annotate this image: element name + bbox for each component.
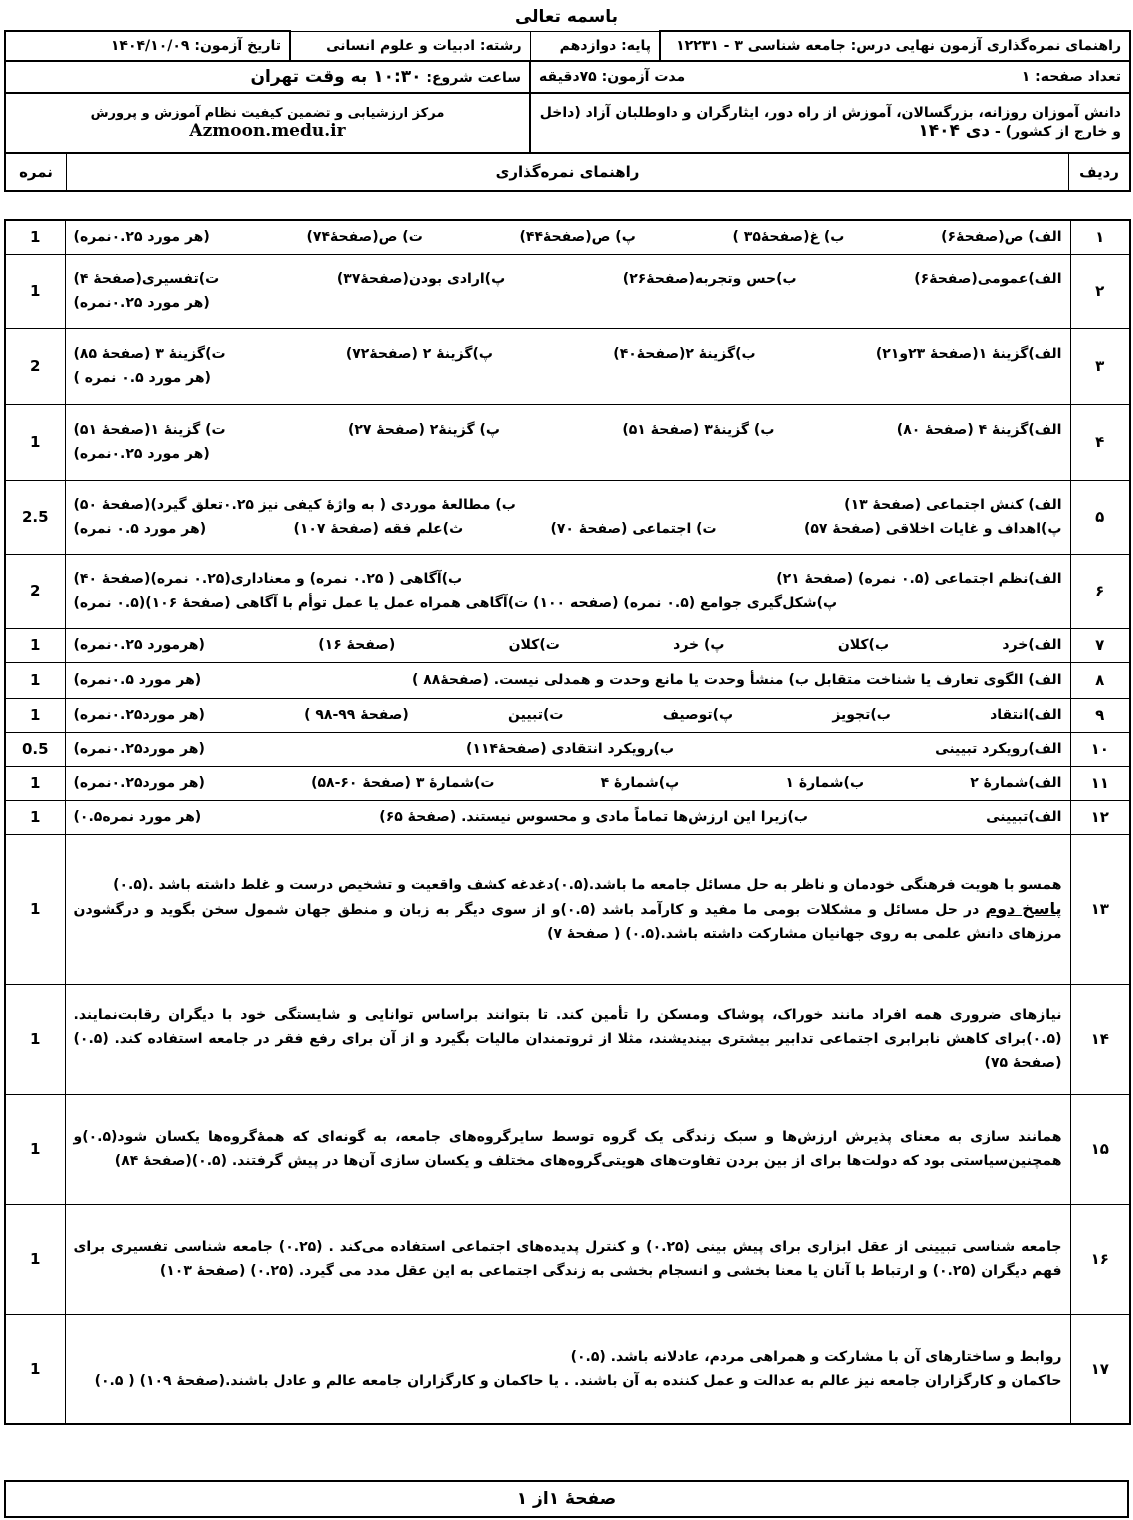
answer-segment: پ)اهداف و غایات اخلاقی (صفحهٔ ۵۷) [803, 521, 1062, 537]
answer-segment: الف) کنش اجتماعی (صفحهٔ ۱۳) [844, 497, 1062, 513]
answer-line [74, 703, 1062, 727]
answer-row [5, 220, 1130, 254]
row-score: 1 [5, 662, 65, 698]
answer-paragraph [74, 897, 1062, 946]
answer-line [74, 366, 1062, 390]
answer-segment: الف)خرد [1002, 637, 1062, 653]
answer-cell [65, 732, 1070, 766]
row-score: 2 [5, 328, 65, 404]
answer-segment: ب)آگاهی ( ۰.۲۵ نمره) و معناداری(۰.۲۵ نمره)(صفحهٔ ۴۰) [73, 571, 463, 587]
answer-row [5, 1314, 1130, 1424]
exam-month: دی ۱۴۰۴ [918, 121, 991, 141]
answer-segment: الف)انتقاد [990, 707, 1062, 723]
row-number: ۱۵ [1070, 1094, 1130, 1204]
col-row-header: ردیف [1068, 154, 1129, 190]
answer-cell [65, 984, 1070, 1094]
answer-key-table [4, 219, 1131, 1425]
page-footer: صفحهٔ ۱از ۱ [4, 1480, 1129, 1518]
answer-row [5, 1204, 1130, 1314]
answer-line [74, 668, 1062, 692]
answer-cell [65, 1204, 1070, 1314]
answer-segment: پ)گزینهٔ ۲ (صفحهٔ۷۲) [345, 346, 493, 362]
row-number: ۱۴ [1070, 984, 1130, 1094]
answer-segment: (هر مورد۰.۲۵نمره) [73, 707, 205, 723]
answer-segment: (هرمورد ۰.۲۵نمره) [73, 637, 205, 653]
students-scope: دانش آموزان روزانه، بزرگسالان، آموزش از راه دور، ایثارگران و داوطلبان آزاد (داخل و خارج از کشور) - [539, 105, 1121, 140]
answer-line [74, 737, 1062, 761]
answer-segment: ت) ص(صفحهٔ۷۴) [306, 229, 423, 246]
answer-segment: ب)زیرا این ارزش‌ها تماماً مادی و محسوس نیستند. (صفحهٔ ۶۵) [379, 809, 808, 825]
row-score: 2.5 [5, 480, 65, 554]
answer-segment: (هر مورد ۰.۲۵نمره) [73, 295, 210, 311]
evaluation-center: مرکز ارزشیابی و تضمین کیفیت نظام آموزش و پرورش [90, 105, 445, 121]
row-number: ۴ [1070, 404, 1130, 480]
answer-row [5, 834, 1130, 984]
answer-segment: الف)عمومی(صفحهٔ۶) [914, 271, 1062, 287]
row-score: 1 [5, 800, 65, 834]
answer-segment: پ)شکل‌گیری جوامع (۰.۵ نمره) (صفحه ۱۰۰) ت)آگاهی همراه عمل یا عمل توأم با آگاهی (صفحهٔ ۱۰۶)(۰.۵ نمره) [73, 595, 838, 611]
row-number: ۸ [1070, 662, 1130, 698]
answer-cell [65, 328, 1070, 404]
answer-segment: ب) مطالعهٔ موردی ( به واژهٔ کیفی نیز ۰.۲۵تعلق گیرد)(صفحهٔ ۵۰) [73, 497, 516, 513]
answer-row [5, 328, 1130, 404]
answer-row [5, 732, 1130, 766]
answer-cell [65, 254, 1070, 328]
answer-row [5, 480, 1130, 554]
answer-segment: پ) ص(صفحهٔ۴۴) [519, 229, 636, 246]
row-number: ۳ [1070, 328, 1130, 404]
second-answer-label: پاسخ دوم [985, 898, 1062, 918]
answer-cell [65, 662, 1070, 698]
answer-segment: (هر مورد ۰.۵ نمره) [73, 521, 207, 537]
answer-segment: الف)رویکرد تبیینی [935, 741, 1062, 757]
answer-row [5, 662, 1130, 698]
answer-segment: ت) گزینهٔ ۱(صفحهٔ ۵۱) [73, 422, 226, 438]
answer-paragraph: نیازهای ضروری همه افراد مانند خوراک، پوشاک ومسکن را تأمین کند. تا بتوانند براساس توانایی و شایستگی خود با دیگران رقابت‌نمایند. (۰.۵)برای کاهش نابرابری اجتماعی تدابیر بیشتری بیندیشند، مثلا از ثروتمندان مالیات بگیرد و از آن برای رفع فقر در جامعه استفاده کند. (۰.۵) (صفحهٔ ۷۵) [73, 1007, 1062, 1071]
answer-segment: (هر مورد ۰.۲۵نمره) [73, 446, 210, 462]
answer-row [5, 254, 1130, 328]
answer-row [5, 1094, 1130, 1204]
website-link[interactable]: Azmoon.medu.ir [189, 120, 346, 141]
answer-segment: (هر مورد۰.۲۵نمره) [73, 741, 205, 757]
row-number: ۱۳ [1070, 834, 1130, 984]
answer-segment: ب)حس وتجربه(صفحهٔ۲۶) [622, 271, 797, 287]
answer-row [5, 628, 1130, 662]
answer-row [5, 800, 1130, 834]
row-score: 1 [5, 220, 65, 254]
row-number: ۱۲ [1070, 800, 1130, 834]
answer-segment: ت)گزینهٔ ۳ (صفحهٔ ۸۵) [73, 346, 226, 362]
row-number: ۵ [1070, 480, 1130, 554]
answer-segment: ت)تبیین [508, 707, 564, 723]
answer-segment: الف)شمارهٔ ۲ [970, 775, 1062, 791]
row-score: 2 [5, 554, 65, 628]
answer-segment: (هر مورد ۰.۵نمره) [73, 672, 202, 688]
answer-segment: (هر مورد نمره۰.۵) [73, 809, 202, 825]
row-number: ۱۰ [1070, 732, 1130, 766]
second-answer-text: در حل مسائل و مشکلات بومی ما مفید و کارآمد باشد (۰.۵)و از سوی دیگر به زبان و منطق جهان شمول سخن بگوید و درگشودن مرزهای دانش علمی به روی جهانیان مشارکت داشته باشد.(۰.۵) ( صفحهٔ ۷) [73, 901, 1062, 942]
answer-segment: ب)کلان [837, 637, 890, 653]
answer-segment: ب)گزینهٔ ۲(صفحهٔ۴۰) [613, 346, 756, 362]
answer-segment: ت)شمارهٔ ۳ (صفحهٔ ۶۰-۵۸) [311, 775, 495, 791]
field-label: رشته: ادبیات و علوم انسانی [290, 31, 530, 61]
row-score: 1 [5, 1204, 65, 1314]
answer-cell [65, 404, 1070, 480]
answer-segment: (هر مورد ۰.۲۵نمره) [73, 229, 210, 246]
answer-segment: الف)گزینهٔ ۴ (صفحهٔ ۸۰) [896, 422, 1062, 438]
answer-segment: ب)رویکرد انتقادی (صفحهٔ۱۱۴) [466, 741, 675, 757]
row-score: 1 [5, 834, 65, 984]
start-time-label: ساعت شروع: [426, 70, 521, 86]
row-number: ۱۷ [1070, 1314, 1130, 1424]
answer-row [5, 698, 1130, 732]
row-score: 1 [5, 766, 65, 800]
row-number: ۹ [1070, 698, 1130, 732]
answer-row [5, 984, 1130, 1094]
answer-paragraph: جامعه شناسی تبیینی از عقل ابزاری برای پیش بینی (۰.۲۵) و کنترل پدیده‌های اجتماعی استفاده می‌کند . (۰.۲۵) جامعه شناسی تفسیری برای فهم دیگران (۰.۲۵) و ارتباط با آنان یا معنا بخشی و انسجام بخشی به زندگی اجتماعی به این عقل مدد می گیرد. (۰.۲۵) (صفحهٔ ۱۰۳) [73, 1239, 1062, 1279]
answer-paragraph: روابط و ساختارهای آن با مشارکت و همراهی مردم، عادلانه باشد. (۰.۵) [570, 1348, 1062, 1365]
row-score: 1 [5, 698, 65, 732]
answer-row [5, 404, 1130, 480]
row-score: 0.5 [5, 732, 65, 766]
answer-cell [65, 1314, 1070, 1424]
answer-segment: پ)شمارهٔ ۴ [600, 775, 680, 791]
answer-segment: ب)تجویز [832, 707, 891, 723]
exam-duration: مدت آزمون: ۷۵دقیقه [539, 69, 686, 85]
row-score: 1 [5, 1094, 65, 1204]
row-score: 1 [5, 628, 65, 662]
answer-line [74, 567, 1062, 591]
answer-segment: پ)ارادی بودن(صفحهٔ۳۷) [336, 271, 506, 287]
answer-segment: (صفحهٔ ۹۹-۹۸ ) [304, 707, 409, 723]
answer-segment: (صفحهٔ ۱۶) [318, 637, 396, 653]
answer-line [74, 771, 1062, 795]
answer-line [74, 225, 1062, 249]
answer-cell [65, 628, 1070, 662]
answer-segment: ت) اجتماعی (صفحهٔ ۷۰) [550, 521, 717, 537]
row-score: 1 [5, 1314, 65, 1424]
answer-segment: ب) غ(صفحهٔ۳۵ ) [732, 229, 845, 246]
row-number: ۶ [1070, 554, 1130, 628]
answer-paragraph: همانند سازی به معنای پذیرش ارزش‌ها و سبک زندگی یک گروه توسط سایرگروه‌های جامعه، به گونه‌ای که همهٔ‌گروه‌ها یکسان شود(۰.۵)و همچنین‌سیاستی بود که دولت‌ها برای از بین بردن تفاوت‌های هویتی‌گروه‌های مختلف و یکسان سازی آن‌ها در پیش گرفتند. (۰.۵)(صفحهٔ ۸۴) [73, 1129, 1062, 1169]
page-title: باسمه تعالی [514, 7, 619, 27]
answer-cell [65, 480, 1070, 554]
answer-line [74, 493, 1062, 517]
answer-segment: الف)تبیینی [986, 809, 1062, 825]
answer-line [74, 591, 1062, 615]
answer-line [74, 342, 1062, 366]
answer-row [5, 554, 1130, 628]
answer-line [74, 267, 1062, 291]
exam-header [4, 30, 1131, 192]
answer-segment: الف) الگوی تعارف یا شناخت متقابل ب) منشأ وحدت یا مانع وحدت و همدلی نیست. (صفحهٔ۸۸ ) [411, 672, 1062, 688]
course-title: راهنمای نمره‌گذاری آزمون نهایی درس: جامعه شناسی ۳ - ۱۲۲۳۱ [660, 31, 1130, 61]
answer-paragraph: همسو با هویت فرهنگی خودمان و ناظر به حل مسائل جامعه ما باشد.(۰.۵)دغدغه کشف واقعیت و تشخیص درست و غلط داشته باشد .(۰.۵) [113, 876, 1062, 893]
answer-paragraph: حاکمان و کارگزاران جامعه نیز عالم به عدالت و عمل کننده به آن باشند. . یا حاکمان و کارگزاران جامعه عالم و عادل باشند.(صفحهٔ ۱۰۹) ( ۰.۵) [94, 1372, 1062, 1389]
row-score: 1 [5, 984, 65, 1094]
page-count: تعداد صفحه: ۱ [1021, 69, 1121, 85]
answer-cell [65, 554, 1070, 628]
row-number: ۱۱ [1070, 766, 1130, 800]
answer-cell [65, 698, 1070, 732]
answer-segment: (هر مورد ۰.۵ نمره ) [73, 370, 211, 386]
answer-cell [65, 766, 1070, 800]
answer-cell [65, 220, 1070, 254]
exam-date: تاریخ آزمون: ۱۴۰۴/۱۰/۰۹ [5, 31, 290, 61]
row-number: ۷ [1070, 628, 1130, 662]
answer-cell [65, 800, 1070, 834]
answer-line [74, 633, 1062, 657]
row-score: 1 [5, 404, 65, 480]
answer-segment: (هر مورد۰.۲۵نمره) [73, 775, 205, 791]
answer-segment: ث)علم فقه (صفحهٔ ۱۰۷) [293, 521, 464, 537]
answer-row [5, 766, 1130, 800]
row-number: ۲ [1070, 254, 1130, 328]
answer-segment: الف)گزینهٔ ۱(صفحهٔ ۲۳و۲۱) [875, 346, 1062, 362]
col-score-header: نمره [6, 154, 67, 190]
answer-segment: پ) خرد [673, 637, 725, 653]
answer-line [74, 442, 1062, 466]
start-time: ۱۰:۳۰ به وقت تهران [250, 67, 422, 87]
answer-segment: الف) ص(صفحهٔ۶) [941, 229, 1062, 246]
answer-segment: ب)شمارهٔ ۱ [785, 775, 865, 791]
answer-segment: پ) گزینهٔ۲ (صفحهٔ ۲۷) [347, 422, 500, 438]
col-guide-header: راهنمای نمره‌گذاری [495, 163, 640, 181]
answer-line [74, 418, 1062, 442]
answer-segment: ت)تفسیری(صفحهٔ ۴) [73, 271, 220, 287]
answer-cell [65, 1094, 1070, 1204]
row-score: 1 [5, 254, 65, 328]
grade-label: پایه: دوازدهم [530, 31, 660, 61]
row-number: ۱۶ [1070, 1204, 1130, 1314]
answer-line [74, 291, 1062, 315]
answer-line [74, 517, 1062, 541]
answer-segment: ب) گزینهٔ۳ (صفحهٔ ۵۱) [622, 422, 775, 438]
answer-segment: ت)کلان [508, 637, 560, 653]
row-number: ۱ [1070, 220, 1130, 254]
answer-line [74, 805, 1062, 829]
answer-cell [65, 834, 1070, 984]
answer-segment: الف)نظم اجتماعی (۰.۵ نمره) (صفحهٔ ۲۱) [776, 571, 1062, 587]
answer-segment: پ)توصیف [662, 707, 734, 723]
